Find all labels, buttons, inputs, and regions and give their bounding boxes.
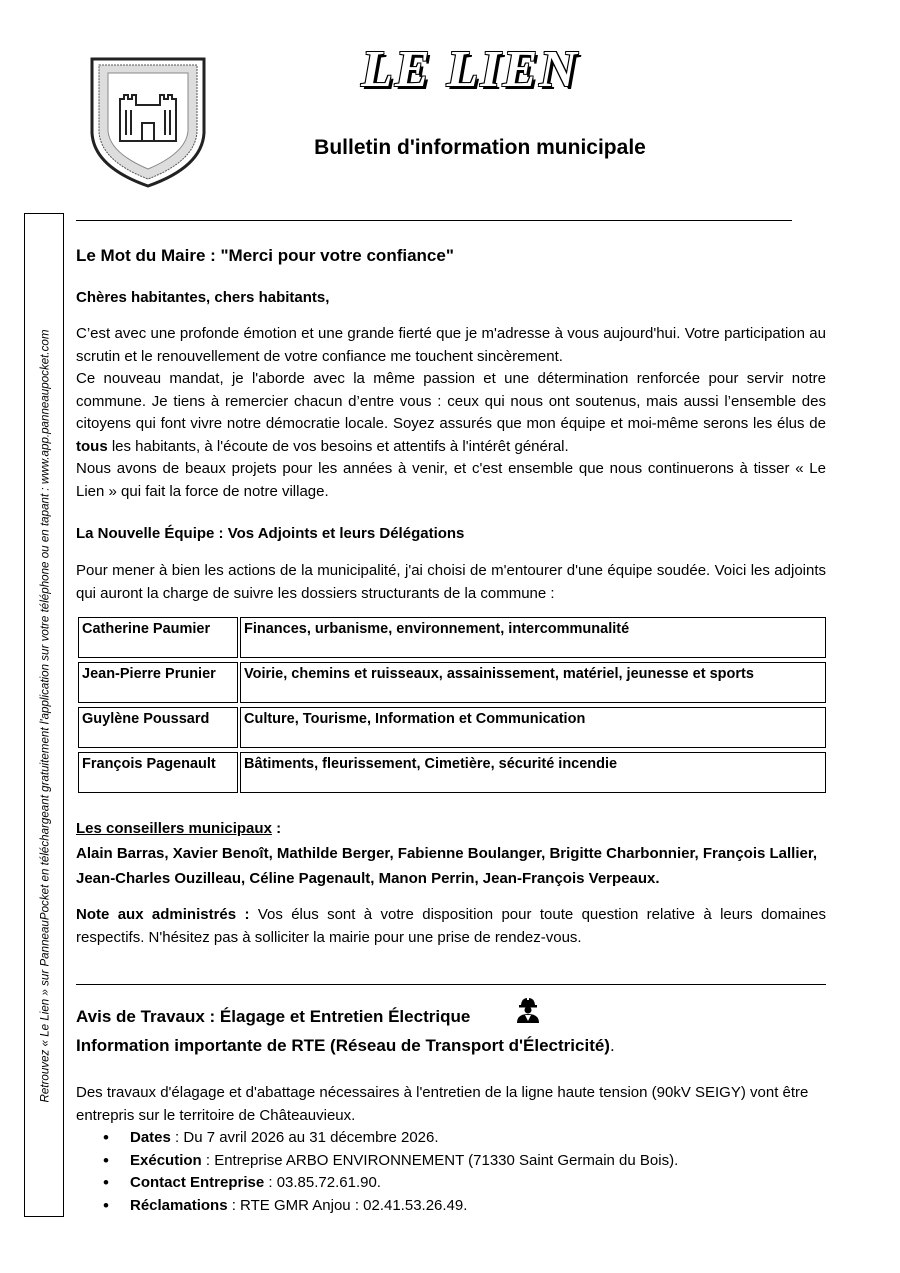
table-row: [78, 752, 826, 793]
works-info-list: [76, 1127, 826, 1217]
table-row: [78, 617, 826, 658]
adjoint-delegation: Voirie, chemins et ruisseaux, assainissement, matériel, jeunesse et sports: [240, 662, 826, 703]
team-intro: Pour mener à bien les actions de la municipalité, j'ai choisi de m'entourer d'une équipe soudée. Voici les adjoints qui auront la charge de suivre les dossiers structurants de la commune :: [76, 562, 826, 602]
adjoint-name: Guylène Poussard: [78, 707, 238, 748]
mayor-paragraph-3: Nous avons de beaux projets pour les années à venir, et c'est ensemble que nous continuerons à tisser « Le Lien » qui fait la force de notre village.: [76, 460, 826, 500]
table-row: [78, 707, 826, 748]
list-item: • Contact Entreprise : 03.85.72.61.90.: [130, 1172, 826, 1195]
list-item: • Réclamations : RTE GMR Anjou : 02.41.53.26.49.: [130, 1195, 826, 1218]
adjoint-delegation: Bâtiments, fleurissement, Cimetière, sécurité incendie: [240, 752, 826, 793]
adjoint-name: François Pagenault: [78, 752, 238, 793]
team-heading: La Nouvelle Équipe : Vos Adjoints et leurs Délégations: [76, 525, 465, 542]
newsletter-subtitle: Bulletin d'information municipale: [314, 136, 646, 159]
table-row: [78, 662, 826, 703]
works-intro: Des travaux d'élagage et d'abattage nécessaires à l'entretien de la ligne haute tension (90kV SEIGY) vont être entrepris sur le territoire de Châteauvieux.: [76, 1084, 809, 1124]
sidebar-text: Retrouvez « Le Lien » sur PanneauPocket en téléchargeant gratuitement l'application sur votre téléphone ou en tapant : www.app.panneaupocket.com: [38, 329, 52, 1103]
note-to-residents: Note aux administrés : Vos élus sont à votre disposition pour toute question relative à leurs domaines respectifs. N'hésitez pas à solliciter la mairie pour une prise de rendez-vous.: [76, 906, 826, 946]
adjoint-name: Catherine Paumier: [78, 617, 238, 658]
section-divider: [76, 984, 826, 985]
adjoint-delegation: Finances, urbanisme, environnement, intercommunalité: [240, 617, 826, 658]
adjoint-name: Jean-Pierre Prunier: [78, 662, 238, 703]
panneaupocket-sidebar: [24, 213, 64, 1217]
councillors-list: Alain Barras, Xavier Benoît, Mathilde Berger, Fabienne Boulanger, Brigitte Charbonnier, François Lallier, Jean-Charles Ouzilleau, Céline Pagenault, Manon Perrin, Jean-François Verpeaux.: [76, 844, 818, 887]
municipal-crest-logo: [86, 55, 210, 190]
works-heading: Avis de Travaux : Élagage et Entretien Électrique: [76, 1007, 471, 1026]
mayor-paragraph-1: C’est avec une profonde émotion et une grande fierté que je m'adresse à vous aujourd'hui. Votre participation au scrutin et le renouvellement de votre confiance me touchent sincèrement.: [76, 325, 826, 365]
list-item: • Dates : Du 7 avril 2026 au 31 décembre 2026.: [130, 1127, 826, 1150]
greeting: Chères habitantes, chers habitants,: [76, 289, 330, 306]
list-item: • Exécution : Entreprise ARBO ENVIRONNEMENT (71330 Saint Germain du Bois).: [130, 1150, 826, 1173]
adjoint-delegation: Culture, Tourisme, Information et Communication: [240, 707, 826, 748]
construction-worker-icon: [513, 994, 543, 1024]
mayor-paragraph-2: Ce nouveau mandat, je l'aborde avec la même passion et une détermination renforcée pour servir notre commune. Je tiens à remercier chacun d’entre vous : ceux qui nous ont soutenus, mais aussi l’ensemble des citoyens qui font vivre notre démocratie locale. Soyez assurés que mon équipe et moi-même serons les élus de tous les habitants, à l'écoute de vos besoins et attentifs à l'intérêt général.: [76, 370, 826, 455]
rte-heading: Information importante de RTE (Réseau de Transport d'Électricité).: [76, 1035, 615, 1055]
adjoints-table: [76, 613, 828, 797]
top-divider: [76, 220, 792, 221]
councillors-heading: Les conseillers municipaux :: [76, 820, 282, 837]
mayor-heading: Le Mot du Maire : "Merci pour votre confiance": [76, 246, 454, 265]
newsletter-title: LE LIEN: [361, 41, 579, 98]
